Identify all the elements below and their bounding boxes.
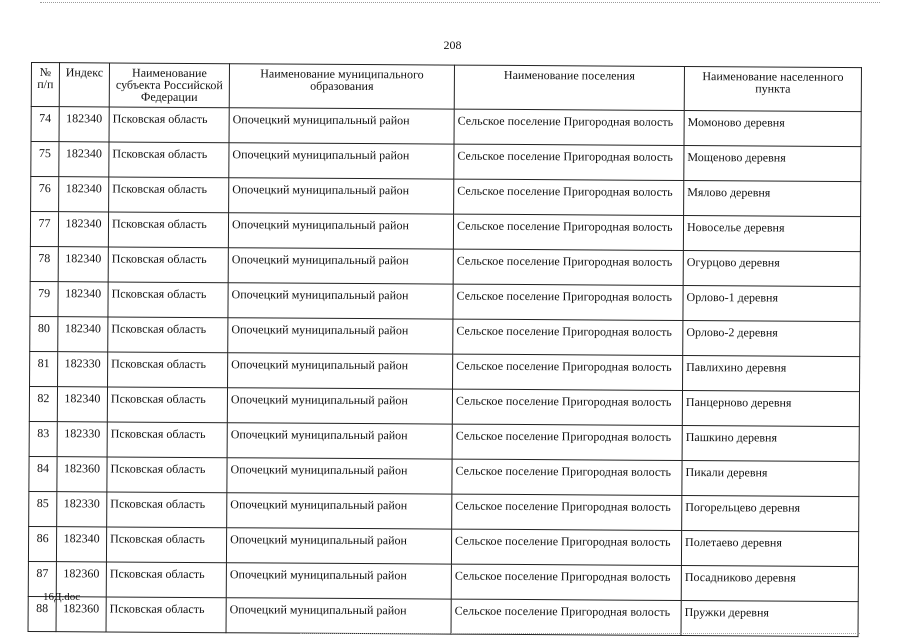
cell-num: 85 (29, 491, 57, 526)
cell-municipality: Опочецкий муниципальный район (228, 353, 453, 389)
cell-num: 84 (29, 456, 57, 491)
cell-index: 182340 (57, 387, 107, 422)
table-row (31, 177, 861, 217)
cell-index: 182340 (58, 212, 108, 247)
cell-region: Псковская область (108, 282, 228, 318)
cell-municipality: Опочецкий муниципальный район (229, 143, 454, 179)
cell-municipality: Опочецкий муниципальный район (226, 563, 451, 599)
cell-settlement: Сельское поселение Пригородная волость (454, 144, 684, 180)
cell-settlement: Сельское поселение Пригородная волость (453, 284, 683, 320)
cell-locality: Полетаево деревня (681, 530, 858, 566)
cell-num: 77 (30, 212, 58, 247)
cell-region: Псковская область (107, 422, 227, 458)
cell-locality: Пикали деревня (682, 460, 859, 496)
table-row (28, 561, 858, 601)
table-row (30, 212, 860, 252)
cell-municipality: Опочецкий муниципальный район (227, 423, 452, 459)
cell-index: 182340 (58, 282, 108, 317)
cell-settlement: Сельское поселение Пригородная волость (451, 564, 681, 600)
cell-index: 182330 (58, 352, 108, 387)
cell-settlement: Сельское поселение Пригородная волость (454, 179, 684, 215)
table-row (30, 351, 860, 391)
cell-num: 79 (30, 281, 58, 316)
cell-locality: Огурцово деревня (683, 250, 860, 286)
cell-settlement: Сельское поселение Пригородная волость (453, 249, 683, 285)
cell-num: 74 (31, 107, 59, 142)
cell-settlement: Сельское поселение Пригородная волость (451, 599, 681, 635)
cell-num: 88 (28, 596, 56, 631)
cell-num: 76 (31, 177, 59, 212)
cell-index: 182340 (58, 317, 108, 352)
cell-locality: Панцерново деревня (682, 390, 859, 426)
cell-region: Псковская область (109, 107, 229, 143)
cell-settlement: Сельское поселение Пригородная волость (451, 529, 681, 565)
cell-index: 182340 (59, 177, 109, 212)
cell-locality: Мощеново деревня (684, 145, 861, 181)
cell-num: 75 (31, 142, 59, 177)
cell-locality: Посадниково деревня (681, 565, 858, 601)
cell-settlement: Сельское поселение Пригородная волость (452, 494, 682, 530)
scan-edge-bottom (300, 633, 860, 634)
cell-locality: Павлихино деревня (683, 355, 860, 391)
cell-settlement: Сельское поселение Пригородная волость (452, 389, 682, 425)
cell-index: 182330 (57, 492, 107, 527)
table-row (29, 386, 859, 426)
cell-settlement: Сельское поселение Пригородная волость (454, 109, 684, 145)
cell-municipality: Опочецкий муниципальный район (228, 283, 453, 319)
table-row (30, 281, 860, 321)
cell-locality: Пружки деревня (681, 600, 858, 636)
header-region: Наименование субъекта Российской Федерации (109, 63, 229, 108)
cell-settlement: Сельское поселение Пригородная волость (453, 354, 683, 390)
cell-num: 87 (28, 561, 56, 596)
table-row (29, 421, 859, 461)
cell-settlement: Сельское поселение Пригородная волость (452, 424, 682, 460)
header-locality: Наименование населенного пункта (684, 66, 861, 111)
cell-locality: Новоселье деревня (683, 215, 860, 251)
table-row (29, 456, 859, 496)
table-body (28, 107, 861, 637)
cell-locality: Погорельцево деревня (682, 495, 859, 531)
header-index: Индекс (59, 63, 109, 107)
footer-filename: 16Д.doc (43, 591, 81, 603)
cell-locality: Пашкино деревня (682, 425, 859, 461)
cell-num: 80 (30, 316, 58, 351)
cell-municipality: Опочецкий муниципальный район (228, 318, 453, 354)
table-row (28, 596, 858, 636)
cell-municipality: Опочецкий муниципальный район (226, 528, 451, 564)
header-row (31, 63, 861, 112)
cell-region: Псковская область (107, 457, 227, 493)
cell-index: 182340 (59, 107, 109, 142)
cell-region: Псковская область (108, 212, 228, 248)
cell-municipality: Опочецкий муниципальный район (226, 598, 451, 634)
header-num: № п/п (31, 63, 59, 107)
header-municipality: Наименование муниципального образования (229, 64, 454, 109)
cell-municipality: Опочецкий муниципальный район (228, 248, 453, 284)
cell-settlement: Сельское поселение Пригородная волость (453, 319, 683, 355)
cell-region: Псковская область (108, 352, 228, 388)
cell-index: 182340 (58, 247, 108, 282)
cell-num: 82 (29, 386, 57, 421)
cell-region: Псковская область (106, 527, 226, 563)
cell-locality: Момоново деревня (684, 110, 861, 146)
cell-municipality: Опочецкий муниципальный район (229, 108, 454, 144)
table-row (30, 316, 860, 356)
table-row (31, 107, 861, 147)
page-number: 208 (443, 38, 462, 52)
cell-municipality: Опочецкий муниципальный район (228, 213, 453, 249)
cell-region: Псковская область (109, 142, 229, 178)
scan-edge-top (40, 2, 880, 3)
cell-municipality: Опочецкий муниципальный район (227, 493, 452, 529)
settlements-table (28, 62, 862, 637)
cell-index: 182330 (57, 422, 107, 457)
table-row (30, 246, 860, 286)
cell-region: Псковская область (107, 492, 227, 528)
cell-municipality: Опочецкий муниципальный район (229, 178, 454, 214)
cell-region: Псковская область (108, 317, 228, 353)
table-header (31, 63, 861, 112)
table-row (28, 526, 858, 566)
cell-region: Псковская область (107, 387, 227, 423)
cell-region: Псковская область (108, 247, 228, 283)
cell-municipality: Опочецкий муниципальный район (227, 458, 452, 494)
cell-locality: Мялово деревня (684, 180, 861, 216)
table-row (31, 142, 861, 182)
cell-num: 81 (30, 351, 58, 386)
cell-index: 182340 (56, 527, 106, 562)
cell-region: Псковская область (106, 597, 226, 633)
cell-index: 182340 (59, 142, 109, 177)
cell-index: 182360 (57, 457, 107, 492)
header-settlement: Наименование поселения (454, 65, 684, 110)
table-row (29, 491, 859, 531)
cell-locality: Орлово-1 деревня (683, 285, 860, 321)
cell-num: 86 (28, 526, 56, 561)
cell-region: Псковская область (106, 562, 226, 598)
cell-region: Псковская область (109, 177, 229, 213)
cell-num: 78 (30, 246, 58, 281)
cell-num: 83 (29, 421, 57, 456)
cell-municipality: Опочецкий муниципальный район (227, 388, 452, 424)
cell-settlement: Сельское поселение Пригородная волость (453, 214, 683, 250)
cell-locality: Орлово-2 деревня (683, 320, 860, 356)
cell-settlement: Сельское поселение Пригородная волость (452, 459, 682, 495)
cell-index: 182360 (56, 562, 106, 597)
cell-index: 182360 (56, 597, 106, 632)
